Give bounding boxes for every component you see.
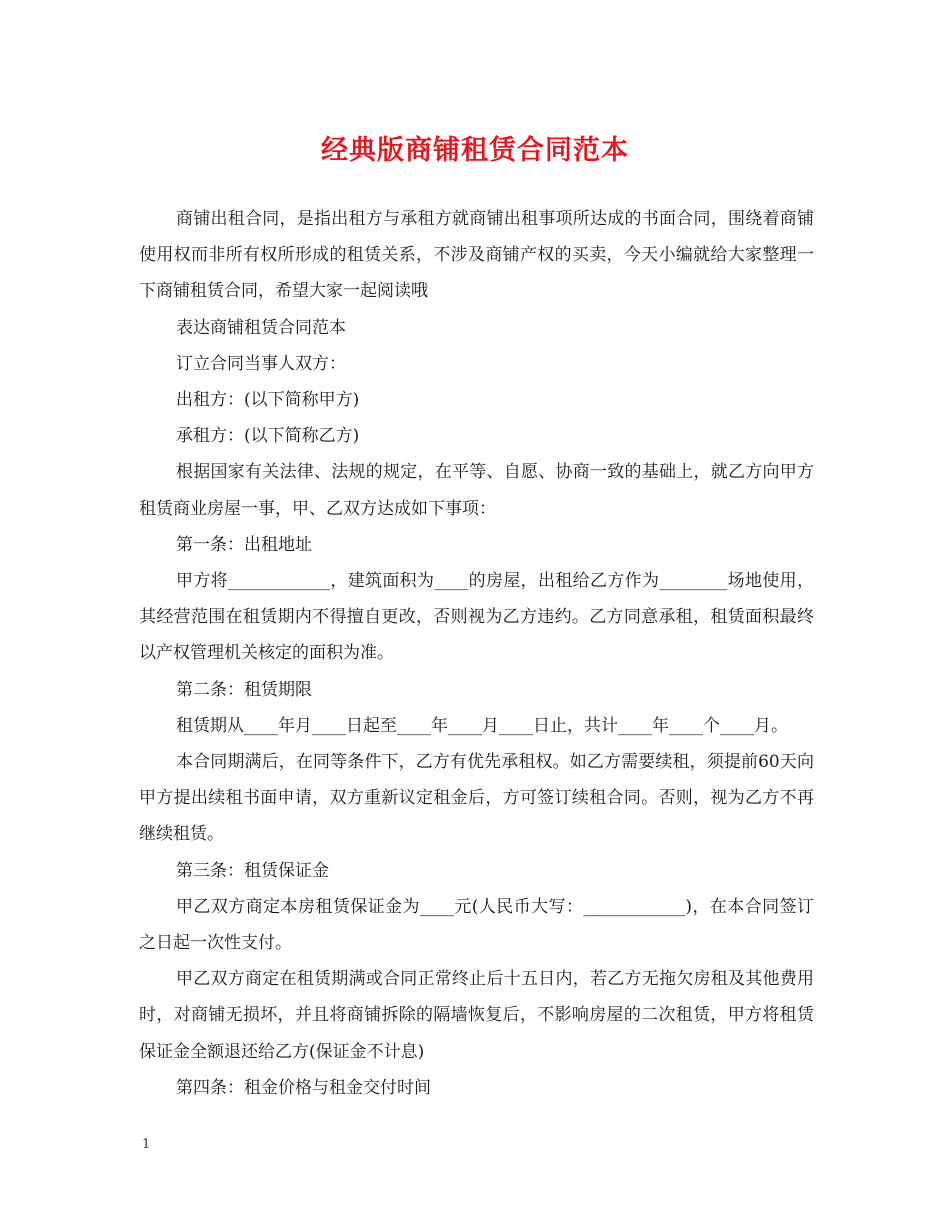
- paragraph-subtitle: 表达商铺租赁合同范本: [176, 317, 346, 338]
- article-2-renewal: 本合同期满后，在同等条件下，乙方有优先承租权。如乙方需要续租，须提前60天向甲方提出续租书面申请，双方重新议定租金后，方可签订续租合同。否则，视为乙方不再继续租赁。: [139, 752, 814, 845]
- article-1-body: 甲方将____________，建筑面积为____的房屋，出租给乙方作为________场地使用，其经营范围在租赁期内不得擅自更改，否则视为乙方违约。乙方同意承租，租赁面积最终以产权管理机关核定的面积为准。: [139, 571, 814, 664]
- article-2-term: 租赁期从____年月____日起至____年____月____日止，共计____年____个____月。: [176, 715, 788, 736]
- article-4-heading: 第四条：租金价格与租金交付时间: [176, 1077, 431, 1098]
- article-3-deposit: 甲乙双方商定本房租赁保证金为____元(人民币大写：____________)，在本合同签订之日起一次性支付。: [139, 896, 814, 954]
- article-3-refund: 甲乙双方商定在租赁期满或合同正常终止后十五日内，若乙方无拖欠房租及其他费用时，对商铺无损坏，并且将商铺拆除的隔墙恢复后，不影响房屋的二次租赁，甲方将租赁保证金全额退还给乙方(保证金不计息): [139, 969, 814, 1062]
- document-title: 经典版商铺租赁合同范本: [321, 135, 629, 166]
- article-2-heading: 第二条：租赁期限: [176, 679, 312, 700]
- page-number: 1: [142, 1137, 151, 1152]
- paragraph-intro: 商铺出租合同，是指出租方与承租方就商铺出租事项所达成的书面合同，围绕着商铺使用权而非所有权所形成的租赁关系，不涉及商铺产权的买卖，今天小编就给大家整理一下商铺租赁合同，希望大家一起阅读哦: [139, 209, 814, 302]
- article-3-heading: 第三条：租赁保证金: [176, 860, 329, 881]
- paragraph-lessor: 出租方：(以下简称甲方): [176, 390, 360, 411]
- paragraph-parties: 订立合同当事人双方：: [176, 353, 346, 374]
- article-1-heading: 第一条：出租地址: [176, 534, 312, 555]
- document-body: [139, 201, 814, 1106]
- paragraph-lessee: 承租方：(以下简称乙方): [176, 426, 360, 447]
- paragraph-preamble: 根据国家有关法律、法规的规定，在平等、自愿、协商一致的基础上，就乙方向甲方租赁商业房屋一事，甲、乙双方达成如下事项：: [139, 462, 814, 519]
